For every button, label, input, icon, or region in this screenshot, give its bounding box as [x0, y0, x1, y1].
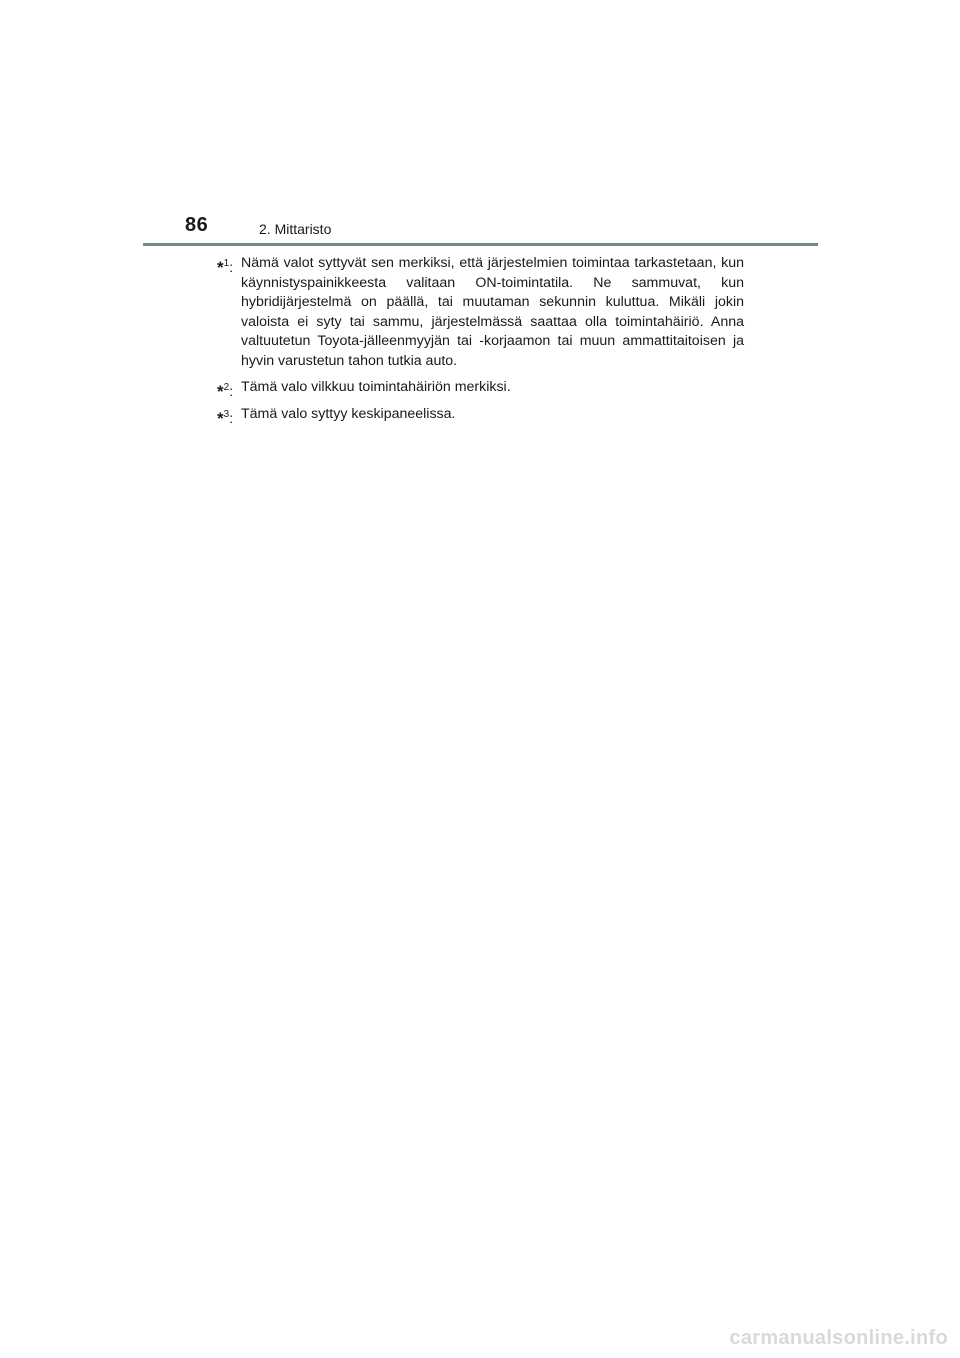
header-rule: [143, 243, 818, 246]
footnote-colon: :: [229, 384, 234, 400]
footnote-text: Nämä valot syttyvät sen merkiksi, että järjestelmien toimintaa tarkastetaan, kun käynnistyspainikkeesta valitaan ON-toimintatila. Ne sammuvat, kun hybridijärjestelmä on päällä, tai muutaman sekunnin kuluttua. Mikäli jokin valoista ei syty tai sammu, järjestelmässä saattaa olla toimintahäiriö. Anna valtuutetun Toyota-jälleenmyyjän tai -korjaamon tai muun ammattitaitoisen ja hyvin varustetun tahon tutkia auto.: [241, 255, 744, 369]
footnote-text: Tämä valo syttyy keskipaneelissa.: [241, 405, 456, 422]
footnote-marker: [217, 254, 233, 279]
footnote-marker: [217, 405, 233, 430]
footnote-1: [217, 254, 744, 371]
watermark: carmanualsonline.info: [729, 1327, 948, 1349]
footnote-index: 3: [223, 408, 230, 420]
asterisk-symbol: *: [217, 258, 224, 277]
footnote-3: [217, 405, 744, 428]
footnote-colon: :: [229, 260, 234, 276]
asterisk-symbol: *: [217, 408, 224, 428]
asterisk-symbol: *: [217, 382, 224, 401]
footnote-colon: :: [229, 410, 234, 427]
footnote-index: 1: [223, 258, 230, 269]
footnote-text: Tämä valo vilkkuu toimintahäiriön merkiksi.: [241, 379, 511, 395]
footnote-2: [217, 378, 744, 401]
footnote-index: 2: [223, 382, 230, 393]
section-title: 2. Mittaristo: [259, 221, 332, 237]
footnotes: [217, 254, 744, 431]
page-number: 86: [185, 214, 209, 236]
footnote-marker: [217, 378, 233, 403]
